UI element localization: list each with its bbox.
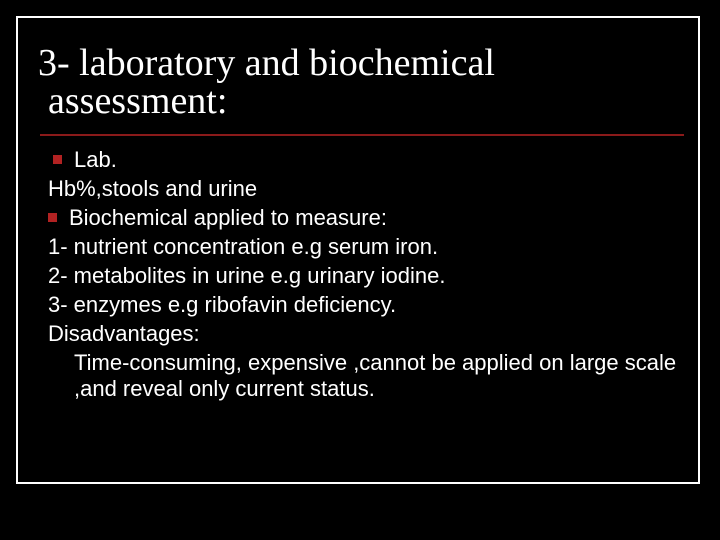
bullet-text-biochemical: Biochemical applied to measure: [69,205,387,230]
disadvantages-text: Time-consuming, expensive ,cannot be applied on large scale ,and reveal only current status. [74,350,677,401]
slide-title-line-1: 3- laboratory and biochemical [38,42,495,84]
bullet-text-lab: Lab. [74,147,117,172]
bullet-item-lab [48,145,688,174]
bullet-item-biochemical [48,203,688,232]
list-item: 3- enzymes e.g ribofavin deficiency. [48,292,397,317]
lab-detail: Hb%,stools and urine [48,176,258,201]
square-bullet-icon [48,213,57,222]
square-bullet-icon [53,155,62,164]
slide-title [38,44,678,120]
list-item: 1- nutrient concentration e.g serum iron. [48,234,439,259]
slide-body [48,145,688,402]
list-item: 2- metabolites in urine e.g urinary iodine. [48,263,446,288]
title-divider [40,134,684,136]
disadvantages-label: Disadvantages: [48,321,200,346]
slide-title-line-2: assessment: [48,80,228,122]
